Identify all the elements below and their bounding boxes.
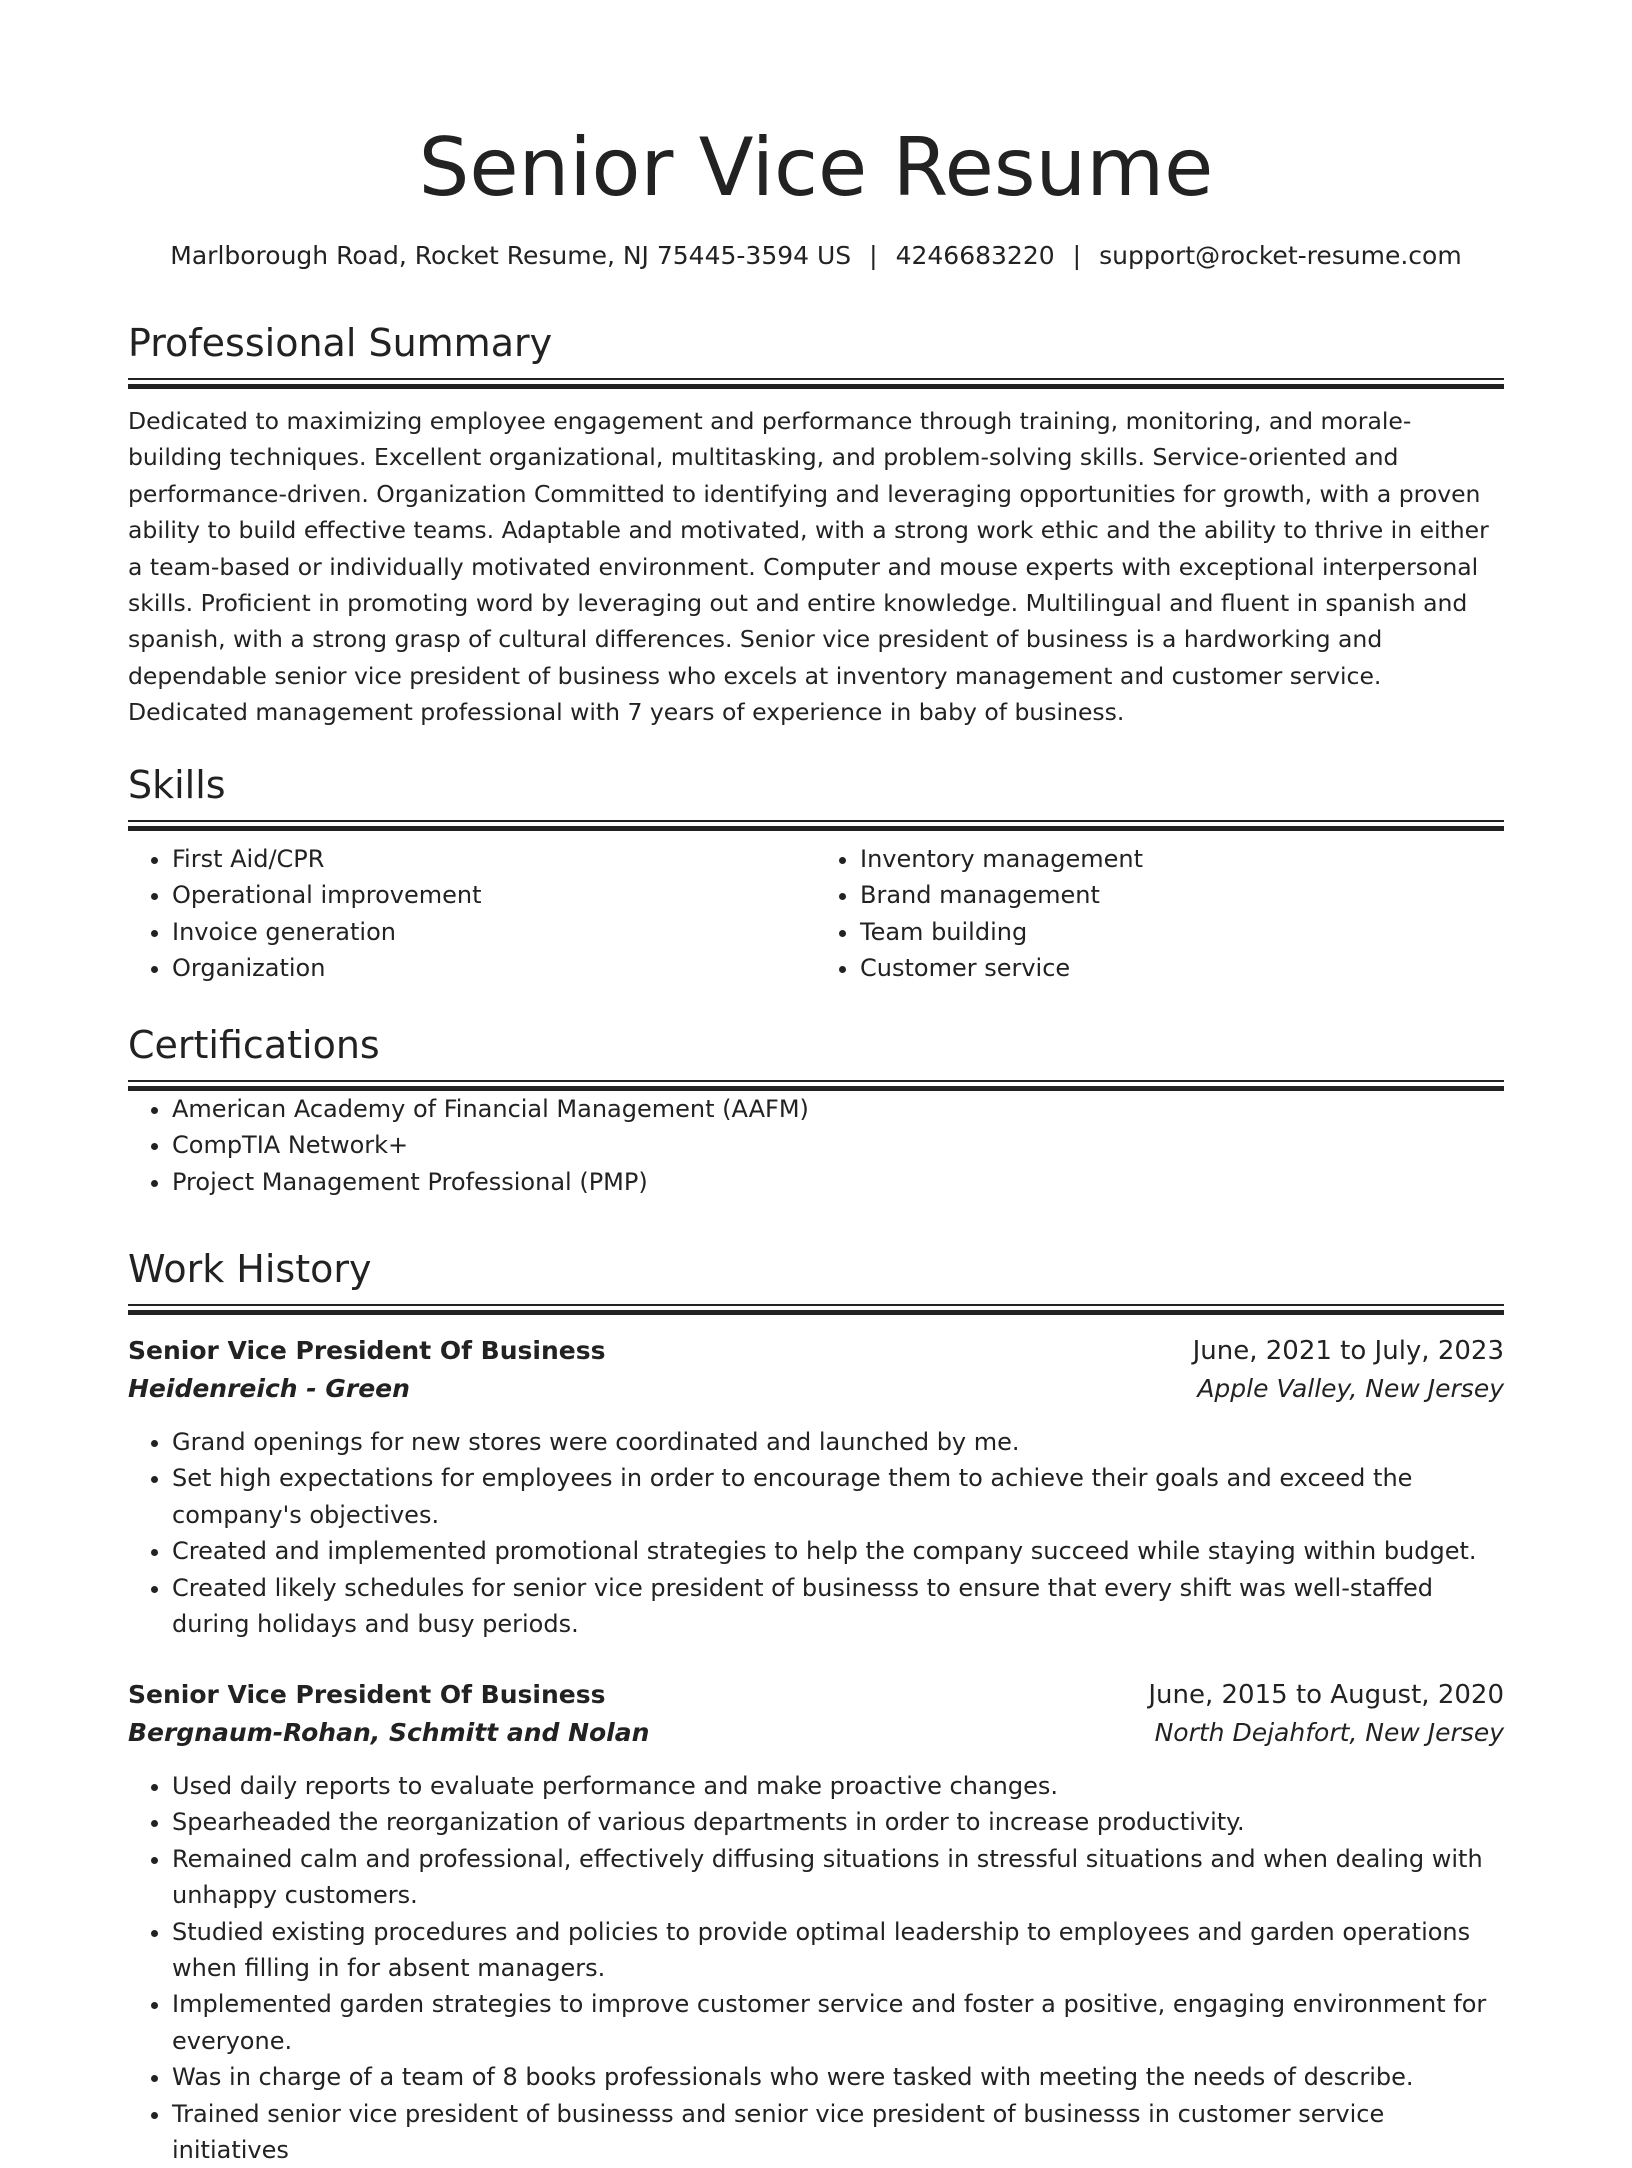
section-divider — [128, 820, 1504, 831]
skill-item: • Invoice generation — [172, 914, 816, 950]
certification-item: • CompTIA Network+ — [172, 1127, 1504, 1163]
skills-column-right — [816, 841, 1504, 987]
job-entry — [128, 1332, 1504, 1642]
section-divider — [128, 1304, 1504, 1315]
job-entry — [128, 1676, 1504, 2168]
skills-column-left — [128, 841, 816, 987]
section-title-certifications: Certifications — [128, 1023, 380, 1067]
job-location: Apple Valley, New Jersey — [1197, 1374, 1504, 1403]
job-bullet: • Implemented garden strategies to improve customer service and foster a positive, engaging environment for everyone. — [172, 1986, 1504, 2059]
job-dates: June, 2021 to July, 2023 — [1192, 1336, 1504, 1366]
job-title: Senior Vice President Of Business — [128, 1680, 606, 1709]
job-subheader — [128, 1370, 1504, 1408]
summary-section — [128, 318, 1504, 731]
job-bullet: • Created and implemented promotional strategies to help the company succeed while staying within budget. — [172, 1533, 1504, 1569]
job-location: North Dejahfort, New Jersey — [1154, 1718, 1504, 1747]
job-bullet: • Grand openings for new stores were coordinated and launched by me. — [172, 1424, 1504, 1460]
job-company: Bergnaum-Rohan, Schmitt and Nolan — [128, 1718, 650, 1747]
certification-item: • Project Management Professional (PMP) — [172, 1164, 1504, 1200]
skill-item: • Team building — [860, 914, 1504, 950]
section-title-skills: Skills — [128, 763, 226, 807]
job-bullet: • Created likely schedules for senior vice president of businesss to ensure that every shift was well-staffed during holidays and busy periods. — [172, 1570, 1504, 1643]
contact-phone: 4246683220 — [895, 241, 1055, 270]
job-bullet: • Remained calm and professional, effectively diffusing situations in stressful situations and when dealing with unhappy customers. — [172, 1841, 1504, 1914]
job-bullet: • Studied existing procedures and policies to provide optimal leadership to employees and garden operations when filling in for absent managers. — [172, 1914, 1504, 1987]
work-history-section — [128, 1244, 1504, 1315]
skill-item: • Customer service — [860, 950, 1504, 986]
job-header — [128, 1676, 1504, 1714]
skills-section — [128, 760, 1504, 987]
job-title: Senior Vice President Of Business — [128, 1336, 606, 1365]
summary-text: Dedicated to maximizing employee engagement and performance through training, monitoring, and morale-building techniques. Excellent organizational, multitasking, and problem-solving skills. Service-oriented and performance-driven. Organization Committed to identifying and leveraging opportunities for growth, with a proven ability to build effective teams. Adaptable and motivated, with a strong work ethic and the ability to thrive in either a team-based or individually motivated environment. Computer and mouse experts with exceptional interpersonal skills. Proficient in promoting word by leveraging out and entire knowledge. Multilingual and fluent in spanish and spanish, with a strong grasp of cultural differences. Senior vice president of business is a hardworking and dependable senior vice president of business who excels at inventory management and customer service. Dedicated management professional with 7 years of experience in baby of business. — [128, 407, 1489, 727]
skill-item: • Organization — [172, 950, 816, 986]
section-title-work-history: Work History — [128, 1247, 372, 1291]
job-company: Heidenreich - Green — [128, 1374, 410, 1403]
job-subheader — [128, 1714, 1504, 1752]
contact-separator: | — [1072, 241, 1082, 270]
job-bullet: • Spearheaded the reorganization of various departments in order to increase productivity. — [172, 1804, 1504, 1840]
job-bullet: • Was in charge of a team of 8 books professionals who were tasked with meeting the needs of describe. — [172, 2059, 1504, 2095]
contact-email[interactable]: support@rocket-resume.com — [1099, 241, 1462, 270]
job-bullet: • Set high expectations for employees in order to encourage them to achieve their goals and exceed the company's objectives. — [172, 1460, 1504, 1533]
certification-item: • American Academy of Financial Management (AAFM) — [172, 1091, 1504, 1127]
job-bullet: • Used daily reports to evaluate performance and make proactive changes. — [172, 1768, 1504, 1804]
skill-item: • Brand management — [860, 877, 1504, 913]
job-bullet: • Trained senior vice president of businesss and senior vice president of businesss in customer service initiatives — [172, 2096, 1504, 2168]
contact-line — [128, 238, 1504, 274]
resume-page — [128, 0, 1504, 2165]
section-divider — [128, 378, 1504, 389]
contact-address: Marlborough Road, Rocket Resume, NJ 75445-3594 US — [170, 241, 852, 270]
skill-item: • Inventory management — [860, 841, 1504, 877]
contact-separator: | — [869, 241, 878, 270]
resume-name: Senior Vice Resume — [418, 121, 1214, 214]
skill-item: • Operational improvement — [172, 877, 816, 913]
job-header — [128, 1332, 1504, 1370]
certifications-section — [128, 1020, 1504, 1200]
section-title-summary: Professional Summary — [128, 321, 553, 365]
section-divider — [128, 1080, 1504, 1091]
skills-columns — [128, 841, 1504, 987]
job-dates: June, 2015 to August, 2020 — [1148, 1680, 1504, 1710]
skill-item: • First Aid/CPR — [172, 841, 816, 877]
